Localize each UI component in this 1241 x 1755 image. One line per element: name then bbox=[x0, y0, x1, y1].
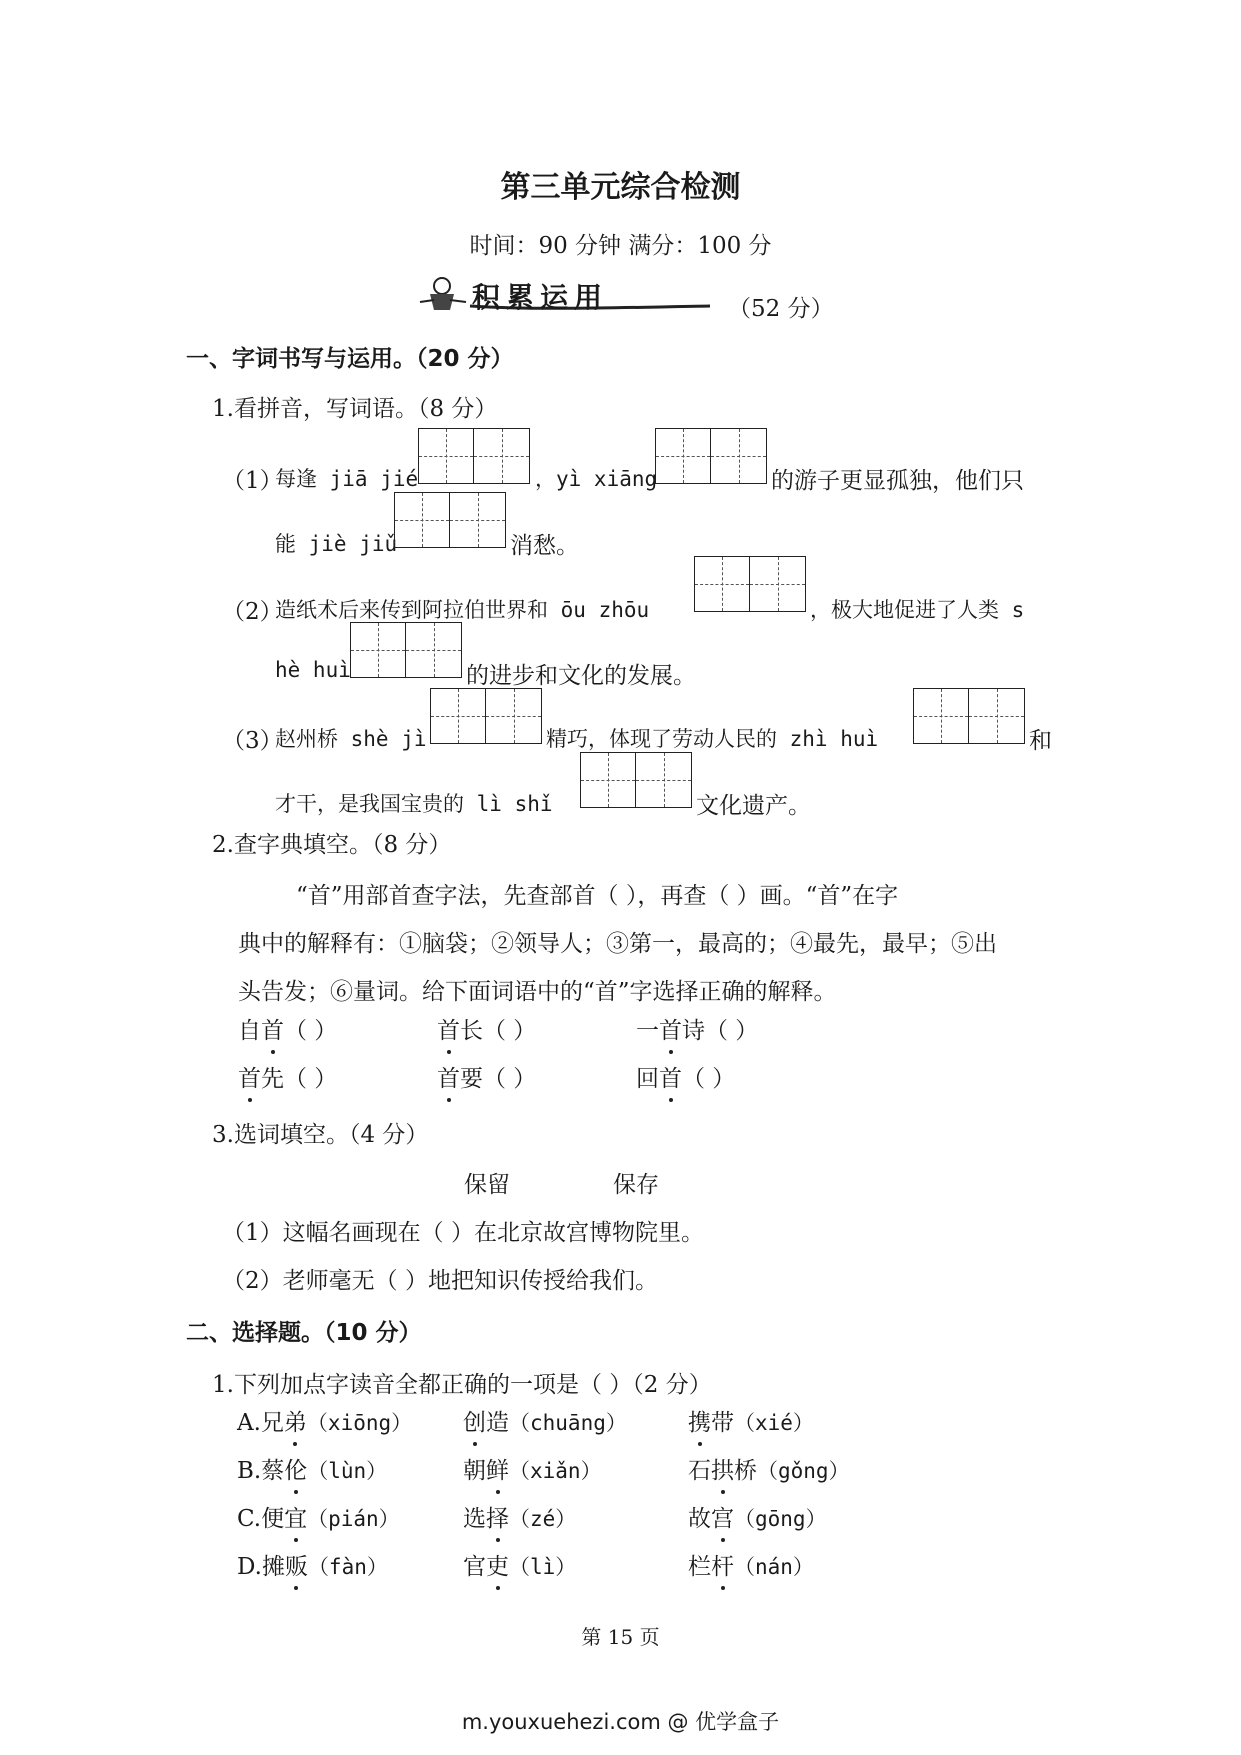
mc1-option-d-3: 栏杆（nán） bbox=[688, 1548, 814, 1581]
q1-item2-number: （2） bbox=[222, 599, 283, 625]
q2-word-3: 一首诗（ ） bbox=[636, 1012, 758, 1045]
page-number: 第 15 页 bbox=[581, 1625, 660, 1649]
write-box-ouzhou[interactable] bbox=[694, 556, 806, 612]
q1-item2-text-d: 的进步和文化的发展。 bbox=[466, 663, 696, 689]
q2-word-4: 首先（ ） bbox=[238, 1060, 337, 1093]
q3-sentence-1: （1）这幅名画现在（ ）在北京故宫博物院里。 bbox=[222, 1220, 704, 1246]
q3-sentence-2: （2）老师毫无（ ）地把知识传授给我们。 bbox=[222, 1268, 658, 1294]
q1-heading: 1.看拼音，写词语。（8 分） bbox=[212, 396, 498, 422]
write-box-sheji[interactable] bbox=[430, 688, 542, 744]
write-box-jiejiu[interactable] bbox=[394, 492, 506, 548]
q2-word-5: 首要（ ） bbox=[437, 1060, 536, 1093]
site-watermark: m.youxuehezi.com @ 优学盒子 bbox=[461, 1710, 780, 1734]
q3-option-1: 保留 bbox=[464, 1172, 510, 1198]
q1-item3-text-d: 才干，是我国宝贵的 lì shǐ bbox=[275, 792, 553, 816]
q1-item1-text-e: 消愁。 bbox=[510, 533, 579, 559]
mc1-option-b-2: 朝鲜（xiǎn） bbox=[463, 1452, 602, 1485]
q1-item3-text-e: 文化遗产。 bbox=[696, 793, 811, 819]
q1-item3-number: （3） bbox=[222, 728, 283, 754]
mc1-option-d-2: 官吏（lì） bbox=[463, 1548, 576, 1581]
mc1-option-c-2: 选择（zé） bbox=[463, 1500, 576, 1533]
page-title: 第三单元综合检测 bbox=[500, 170, 741, 205]
write-box-yixiang[interactable] bbox=[655, 428, 767, 484]
q3-heading: 3.选词填空。（4 分） bbox=[212, 1122, 429, 1148]
write-box-zhihui[interactable] bbox=[913, 688, 1025, 744]
section-1-heading: 一、字词书写与运用。（20 分） bbox=[186, 346, 514, 372]
q1-item2-text-a: 造纸术后来传到阿拉伯世界和 ōu zhōu bbox=[275, 598, 650, 622]
mc1-option-c-3: 故宫（gōng） bbox=[688, 1500, 827, 1533]
q2-para-line2: 典中的解释有：①脑袋；②领导人；③第一，最高的；④最先，最早；⑤出 bbox=[238, 931, 997, 957]
q1-item3-text-c: 和 bbox=[1029, 728, 1052, 754]
banner-score: （52 分） bbox=[728, 296, 834, 322]
mascot-icon bbox=[420, 278, 466, 310]
q1-item1-text-c: 的游子更显孤独，他们只 bbox=[771, 468, 1024, 494]
write-box-shehui[interactable] bbox=[350, 622, 462, 678]
q2-word-1: 自首（ ） bbox=[238, 1012, 337, 1045]
mc1-option-c-1[interactable]: C.便宜（pián） bbox=[237, 1500, 400, 1533]
q2-heading: 2.查字典填空。（8 分） bbox=[212, 832, 452, 858]
q1-item1-text-d: 能 jiè jiǔ bbox=[275, 532, 398, 556]
q2-word-6: 回首（ ） bbox=[636, 1060, 735, 1093]
banner-label: 积累运用 bbox=[472, 281, 609, 314]
q2-para-line1: “首”用部首查字法，先查部首（ ），再查（ ）画。“首”在字 bbox=[296, 883, 899, 909]
section-2-heading: 二、选择题。（10 分） bbox=[186, 1320, 422, 1346]
mc1-heading: 1.下列加点字读音全都正确的一项是（ ）（2 分） bbox=[212, 1372, 712, 1398]
write-box-lishi[interactable] bbox=[580, 752, 692, 808]
q1-item1-text-a: 每逢 jiā jié bbox=[275, 467, 419, 491]
q1-item2-text-b: ，极大地促进了人类 s bbox=[810, 598, 1025, 622]
mc1-option-b-1[interactable]: B.蔡伦（lùn） bbox=[237, 1452, 387, 1485]
q1-item2-text-c: hè huì bbox=[275, 658, 351, 682]
mc1-option-a-2: 创造（chuāng） bbox=[463, 1404, 627, 1437]
q1-item1-text-b: ，yì xiāng bbox=[535, 467, 658, 491]
q2-word-2: 首长（ ） bbox=[437, 1012, 536, 1045]
exam-info: 时间：90 分钟 满分：100 分 bbox=[469, 233, 772, 259]
q3-option-2: 保存 bbox=[613, 1172, 659, 1198]
q1-item3-text-b: 精巧，体现了劳动人民的 zhì huì bbox=[546, 727, 879, 751]
q1-item1-number: （1） bbox=[222, 468, 283, 494]
mc1-option-a-3: 携带（xié） bbox=[688, 1404, 814, 1437]
q1-item3-text-a: 赵州桥 shè jì bbox=[275, 727, 427, 751]
q2-para-line3: 头告发；⑥量词。给下面词语中的“首”字选择正确的解释。 bbox=[238, 979, 837, 1005]
mc1-option-a-1[interactable]: A.兄弟（xiōng） bbox=[237, 1404, 412, 1437]
mc1-option-d-1[interactable]: D.摊贩（fàn） bbox=[237, 1548, 388, 1581]
write-box-jiajie[interactable] bbox=[418, 428, 530, 484]
mc1-option-b-3: 石拱桥（gǒng） bbox=[688, 1452, 850, 1485]
